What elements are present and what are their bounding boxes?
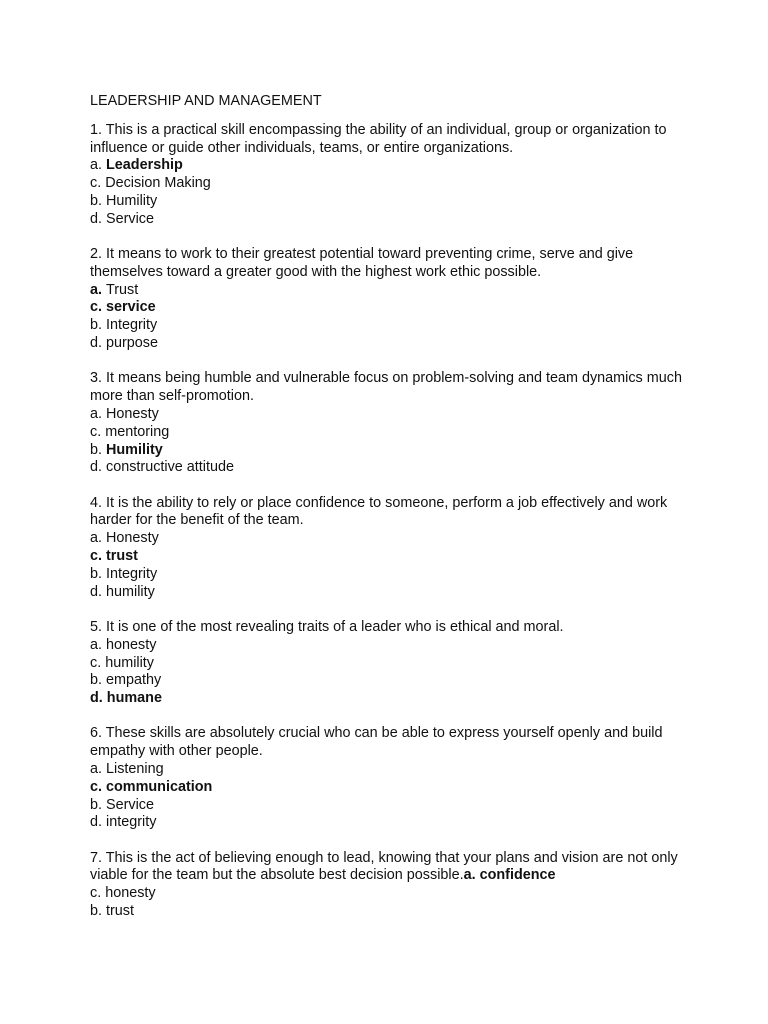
option-text: Service bbox=[106, 210, 154, 227]
option-text: Humility bbox=[106, 441, 163, 458]
document-title: LEADERSHIP AND MANAGEMENT bbox=[90, 93, 322, 109]
answer-option bbox=[90, 761, 690, 779]
option-text: humility bbox=[106, 583, 155, 600]
option-letter: a. bbox=[90, 636, 106, 653]
option-letter: a. bbox=[90, 530, 106, 547]
option-letter: a. bbox=[90, 281, 106, 298]
answer-option bbox=[90, 655, 690, 673]
answer-option bbox=[90, 282, 690, 300]
question-stem-text: 5. It is one of the most revealing traits of a leader who is ethical and moral. bbox=[90, 618, 564, 635]
answer-option bbox=[90, 637, 690, 655]
option-letter: c. bbox=[90, 299, 106, 316]
option-letter: d. bbox=[90, 459, 106, 476]
answer-option bbox=[90, 211, 690, 229]
option-text: Integrity bbox=[106, 565, 158, 582]
answer-option bbox=[90, 903, 690, 921]
option-text: honesty bbox=[105, 885, 156, 902]
option-text: Listening bbox=[106, 761, 164, 777]
option-letter: c. bbox=[90, 423, 106, 440]
answer-option bbox=[90, 317, 690, 335]
option-letter: a. bbox=[90, 405, 106, 422]
option-text: Trust bbox=[106, 281, 139, 298]
option-letter: b. bbox=[90, 441, 106, 458]
inline-answer: a. confidence bbox=[463, 867, 556, 884]
option-text: mentoring bbox=[105, 423, 170, 440]
question-stem bbox=[90, 725, 690, 761]
option-text: Service bbox=[106, 796, 154, 813]
question-stem bbox=[90, 370, 690, 406]
question-stem bbox=[90, 246, 690, 282]
question-4 bbox=[90, 495, 690, 602]
answer-option bbox=[90, 566, 690, 584]
option-letter: d. bbox=[90, 335, 106, 352]
question-1 bbox=[90, 122, 690, 229]
option-text: Decision Making bbox=[105, 175, 211, 192]
question-stem bbox=[90, 122, 690, 158]
option-letter: b. bbox=[90, 796, 106, 813]
option-letter: c. bbox=[90, 778, 106, 795]
option-text: humility bbox=[105, 654, 154, 671]
option-letter: b. bbox=[90, 317, 106, 334]
answer-option bbox=[90, 814, 690, 832]
question-stem bbox=[90, 850, 690, 886]
answer-option bbox=[90, 157, 690, 175]
question-stem-text: 3. It means being humble and vulnerable focus on problem-solving and team dynamics much more than self-promotion. bbox=[90, 370, 682, 405]
option-text: service bbox=[106, 299, 156, 316]
option-text: constructive attitude bbox=[106, 459, 234, 476]
option-text: purpose bbox=[106, 335, 159, 352]
question-3 bbox=[90, 370, 690, 477]
answer-option bbox=[90, 584, 690, 602]
option-letter: a. bbox=[90, 761, 106, 777]
option-text: trust bbox=[106, 548, 138, 565]
option-text: communication bbox=[106, 778, 213, 795]
option-text: Honesty bbox=[106, 530, 159, 547]
answer-option bbox=[90, 193, 690, 211]
answer-option bbox=[90, 442, 690, 460]
option-letter: b. bbox=[90, 672, 106, 689]
question-5 bbox=[90, 619, 690, 708]
answer-option bbox=[90, 779, 690, 797]
answer-option bbox=[90, 530, 690, 548]
answer-option bbox=[90, 406, 690, 424]
answer-option bbox=[90, 424, 690, 442]
answer-option bbox=[90, 335, 690, 353]
option-letter: b. bbox=[90, 565, 106, 582]
answer-option bbox=[90, 175, 690, 193]
question-2 bbox=[90, 246, 690, 353]
option-letter: d. bbox=[90, 690, 107, 707]
option-letter: b. bbox=[90, 903, 106, 920]
question-stem-text: 7. This is the act of believing enough to lead, knowing that your plans and vision are not only viable for the team but the absolute best decision possible. bbox=[90, 849, 678, 884]
document-page bbox=[90, 93, 690, 938]
option-text: Integrity bbox=[106, 317, 158, 334]
question-stem-text: 2. It means to work to their greatest potential toward preventing crime, serve and give themselves toward a greater good with the highest work ethic possible. bbox=[90, 246, 634, 280]
answer-option bbox=[90, 690, 690, 708]
answer-option bbox=[90, 548, 690, 566]
question-7 bbox=[90, 850, 690, 921]
option-text: empathy bbox=[106, 672, 162, 689]
option-text: Leadership bbox=[106, 157, 183, 174]
option-text: integrity bbox=[106, 814, 157, 831]
question-stem bbox=[90, 495, 690, 531]
question-6 bbox=[90, 725, 690, 832]
answer-option bbox=[90, 797, 690, 815]
question-stem bbox=[90, 619, 690, 637]
option-text: honesty bbox=[106, 636, 157, 653]
answer-option bbox=[90, 459, 690, 477]
option-letter: a. bbox=[90, 157, 106, 174]
option-letter: c. bbox=[90, 654, 106, 671]
question-stem-text: 1. This is a practical skill encompassing the ability of an individual, group or organization to influence or guide other individuals, teams, or entire organizations. bbox=[90, 121, 667, 156]
option-text: humane bbox=[106, 690, 162, 707]
option-letter: b. bbox=[90, 192, 106, 209]
option-letter: d. bbox=[90, 583, 106, 600]
question-list bbox=[90, 122, 690, 921]
question-stem-text: 6. These skills are absolutely crucial who can be able to express yourself openly and build empathy with other people. bbox=[90, 725, 663, 760]
answer-option bbox=[90, 885, 690, 903]
question-stem-text: 4. It is the ability to rely or place confidence to someone, perform a job effectively and work harder for the benefit of the team. bbox=[90, 494, 668, 529]
option-text: trust bbox=[106, 903, 134, 920]
answer-option bbox=[90, 299, 690, 317]
option-text: Honesty bbox=[106, 405, 159, 422]
option-letter: c. bbox=[90, 548, 106, 565]
option-letter: d. bbox=[90, 210, 106, 227]
answer-option bbox=[90, 672, 690, 690]
option-text: Humility bbox=[106, 192, 158, 209]
option-letter: c. bbox=[90, 175, 106, 192]
option-letter: c. bbox=[90, 885, 106, 902]
option-letter: d. bbox=[90, 814, 106, 831]
